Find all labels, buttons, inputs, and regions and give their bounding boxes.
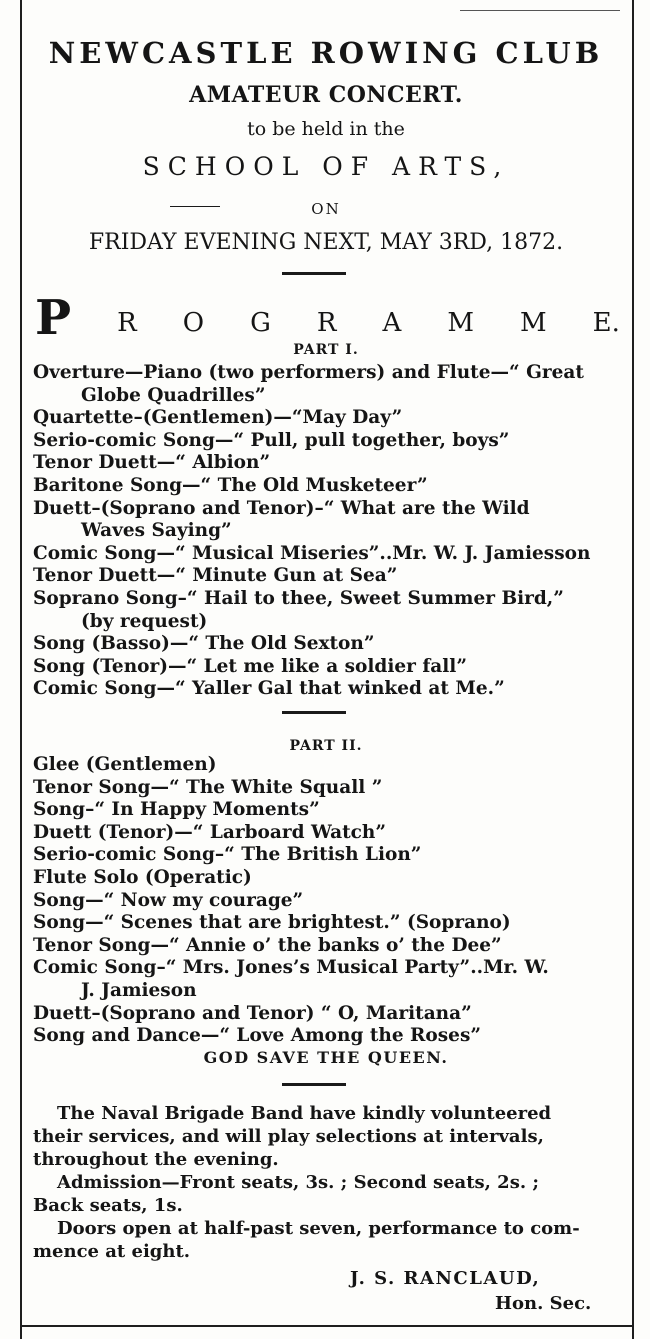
doors-notice	[33, 1217, 623, 1263]
programme-item: Tenor Duett—“ Minute Gun at Sea”	[33, 565, 398, 587]
programme-title-letter: A	[382, 308, 402, 338]
programme-item: Song–“ In Happy Moments”	[33, 799, 320, 821]
divider-rule	[282, 272, 346, 275]
programme-item: Flute Solo (Operatic)	[33, 866, 252, 888]
programme-item: Comic Song–“ Mrs. Jones’s Musical Party”..Mr. W.	[33, 957, 549, 979]
programme-item: Globe Quadrilles”	[81, 384, 266, 406]
part2-heading: PART II.	[289, 738, 363, 754]
programme-item: Comic Song—“ Musical Miseries”..Mr. W. J. Jamiesson	[33, 542, 591, 564]
programme-item: Tenor Song—“ Annie o’ the banks o’ the Dee”	[33, 934, 502, 956]
event-title: AMATEUR CONCERT.	[189, 82, 463, 108]
programme-item: Waves Saying”	[81, 520, 232, 542]
programme-item: Song (Tenor)—“ Let me like a soldier fall”	[33, 655, 467, 677]
programme-title-letter: O	[182, 308, 205, 338]
notice-line: throughout the evening.	[33, 1149, 279, 1170]
programme-item: Duett–(Soprano and Tenor)–“ What are the Wild	[33, 497, 530, 519]
venue-line: SCHOOL OF ARTS,	[142, 152, 510, 181]
notice-line: Doors open at half-past seven, performance to com-	[57, 1218, 580, 1239]
programme-item: Serio-comic Song–“ The British Lion”	[33, 844, 422, 866]
notice-line: Admission—Front seats, 3s. ; Second seats, 2s. ;	[57, 1172, 540, 1193]
date-line: FRIDAY EVENING NEXT, MAY 3RD, 1872.	[88, 230, 564, 255]
programme-item: Glee (Gentlemen)	[33, 754, 217, 775]
notice-line: The Naval Brigade Band have kindly volunteered	[57, 1103, 552, 1124]
programme-item: Baritone Song—“ The Old Musketeer”	[33, 474, 428, 496]
band-notice	[33, 1102, 623, 1171]
programme-item: J. Jamieson	[81, 979, 197, 1001]
signature-name: J. S. RANCLAUD,	[350, 1268, 541, 1289]
programme-title-letter: M	[447, 308, 474, 338]
programme-item: Overture—Piano (two performers) and Flute—“ Great	[33, 362, 584, 383]
programme-title-letter: E.	[592, 308, 620, 338]
programme-title-letter: M	[519, 308, 547, 338]
left-border-rule	[20, 0, 22, 1339]
held-in-line: to be held in the	[247, 118, 405, 140]
programme-item: Song—“ Now my courage”	[33, 889, 304, 911]
programme-title-letter: G	[250, 308, 271, 338]
part2-list	[33, 754, 623, 1048]
part1-list	[33, 362, 623, 701]
part1-heading: PART I.	[293, 342, 359, 358]
programme-title	[35, 290, 620, 346]
programme-item: Serio-comic Song—“ Pull, pull together, boys”	[33, 429, 510, 451]
bottom-border-rule	[20, 1325, 634, 1327]
programme-item: Tenor Song—“ The White Squall ”	[33, 776, 383, 798]
signature-title: Hon. Sec.	[495, 1293, 592, 1314]
programme-item: Song and Dance—“ Love Among the Roses”	[33, 1025, 482, 1047]
programme-item: Comic Song—“ Yaller Gal that winked at Me.”	[33, 678, 505, 700]
programme-title-letter: R	[316, 308, 337, 338]
notice-line: Back seats, 1s.	[33, 1195, 183, 1216]
programme-item: Duett–(Soprano and Tenor) “ O, Maritana”	[33, 1002, 472, 1024]
club-title: NEWCASTLE ROWING CLUB	[48, 36, 604, 70]
programme-title-letter: R	[117, 308, 137, 338]
programme-item: Soprano Song–“ Hail to thee, Sweet Summer Bird,”	[33, 587, 564, 609]
on-line: ON	[311, 200, 341, 218]
programme-item: Quartette–(Gentlemen)—“May Day”	[33, 407, 403, 429]
admission-notice	[33, 1171, 623, 1217]
programme-item: (by request)	[81, 610, 208, 632]
right-border-rule	[632, 0, 634, 1339]
divider-rule	[282, 1083, 346, 1086]
notice-line: mence at eight.	[33, 1241, 191, 1262]
programme-item: Song—“ Scenes that are brightest.” (Soprano)	[33, 912, 511, 934]
programme-item: Tenor Duett—“ Albion”	[33, 452, 271, 474]
notice-line: their services, and will play selections at intervals,	[33, 1126, 544, 1147]
closing-anthem: GOD SAVE THE QUEEN.	[203, 1048, 449, 1067]
programme-item: Duett (Tenor)—“ Larboard Watch”	[33, 821, 387, 843]
programme-item: Song (Basso)—“ The Old Sexton”	[33, 633, 375, 655]
programme-title-letter: P	[35, 290, 72, 346]
divider-rule	[282, 711, 346, 714]
top-edge-mark	[460, 10, 620, 11]
